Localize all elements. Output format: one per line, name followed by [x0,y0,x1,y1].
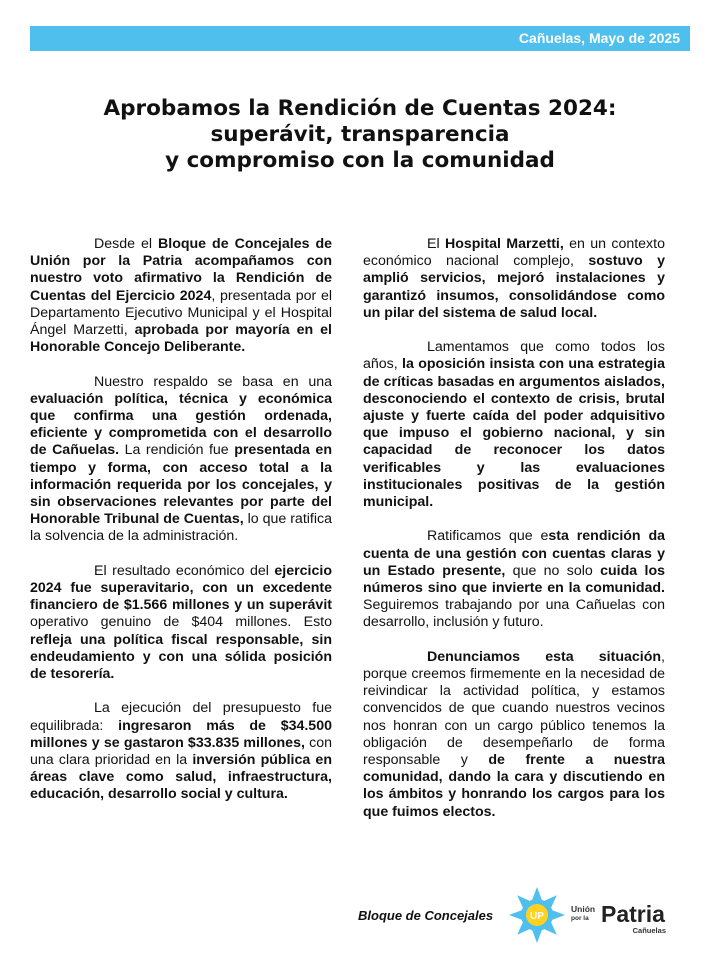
body-text: Ratificamos que e [427,528,549,545]
bold-text: cuida los números sino que invierte en la comunidad. [363,562,665,597]
body-text: El resultado económico del [94,562,275,579]
bold-text: de frente a nuestra comunidad, dando la cara y discutiendo en los ámbitos y honrando los cargos para los que fuimos electos. [363,752,665,820]
union-por-la-patria-logo [571,901,671,939]
bold-text: evaluación política, técnica y económica que confirma una gestión ordenada, eficiente y comprometida con el desarrollo de Cañuelas. [30,390,332,459]
left-paragraph [30,374,332,546]
body-text: El [427,236,445,252]
body-text: en un contexto económico nacional complejo, [363,236,665,270]
bold-text: Hospital Marzetti, [444,236,564,252]
bloque-label: Bloque de Concejales [358,908,494,923]
page-title [40,96,680,174]
body-text: , presentada por el Departamento Ejecutivo Municipal y el Hospital Ángel Marzetti, [30,287,332,339]
body-text: Lamentamos que como todos los años, [363,339,665,373]
bold-text: ingresaron más de $34.500 millones y se gastaron $33.835 millones, [30,717,332,751]
left-paragraph [30,563,332,683]
left-paragraph [30,700,332,803]
body-text: lo que ratifica la solvencia de la administración. [30,511,332,545]
body-text: operativo genuino de $404 millones. Esto [30,614,332,631]
bold-text: sostuvo y amplió servicios, mejoró instalaciones y garantizó insumos, consolidándose como un pilar del sistema de salud local. [363,253,665,321]
right-paragraph [363,649,665,821]
right-paragraph [363,236,665,322]
title-line-2: superávit, transparencia [210,122,510,147]
logo-badge-text: UP [530,911,544,922]
body-text: Nuestro respaldo se basa en una [94,373,332,390]
bold-text: la oposición insista con una estrategia de críticas basadas en argumentos aislados, desconociendo el contexto de crisis, brutal ajuste y fuerte caída del poder adquisitivo que impuso el gobierno nacional, y sin capacidad de reconocer los datos verificables y las evaluaciones institucionales positivas de la gestión municipal. [363,356,665,511]
bold-text: aprobada por mayoría en el Honorable Concejo Deliberante. [30,322,332,356]
right-column [363,236,665,838]
right-paragraph [363,528,665,631]
logo-union: Unión [571,904,596,914]
logo-canuelas: Cañuelas [632,926,666,935]
header-bar [30,26,690,51]
bold-text: sta rendición da cuenta de una gestión con cuentas claras y un Estado presente, [363,528,666,579]
body-text: La ejecución del presupuesto fue equilibrada: [30,700,332,734]
left-column [30,236,332,821]
body-text: Desde el [94,236,158,252]
right-paragraph [363,339,665,511]
left-paragraph [30,236,332,356]
logo-patria: Patria [601,901,665,927]
body-text: La rendición fue [119,442,235,459]
title-line-3: y compromiso con la comunidad [165,148,555,173]
body-text: que no solo [505,562,601,579]
sun-logo-icon [508,886,566,944]
bold-text: ejercicio 2024 fue superavitario, con un excedente financiero de $1.566 millones y un superávit [30,562,332,614]
title-line-1: Aprobamos la Rendición de Cuentas 2024: [103,96,617,121]
bold-text: Bloque de Concejales de Unión por la Patria acompañamos con nuestro voto afirmativo la Rendición de Cuentas del Ejercicio 2024 [30,236,333,304]
logo-porla: por la [571,915,589,922]
body-text: Seguiremos trabajando por una Cañuelas con desarrollo, inclusión y futuro. [363,597,665,631]
bold-text: Denunciamos esta situación [427,648,662,665]
body-text: , porque creemos firmemente en la necesidad de reivindicar la actividad política, y estamos convencidos de que cuando nuestros vecinos nos honran con un cargo público tenemos la obligación de desempeñarlo de forma responsable y [363,648,665,769]
bold-text: inversión pública en áreas clave como salud, infraestructura, educación, desarrollo social y cultura. [30,752,332,803]
body-text: con una clara prioridad en la [30,734,332,769]
date-place: Cañuelas, Mayo de 2025 [518,30,680,46]
bold-text: presentada en tiempo y forma, con acceso total a la información requerida por los concejales, y sin observaciones relevantes por parte del Honorable Tribunal de Cuentas, [30,442,332,528]
bold-text: refleja una política fiscal responsable, sin endeudamiento y con una sólida posición de tesorería. [30,631,332,683]
